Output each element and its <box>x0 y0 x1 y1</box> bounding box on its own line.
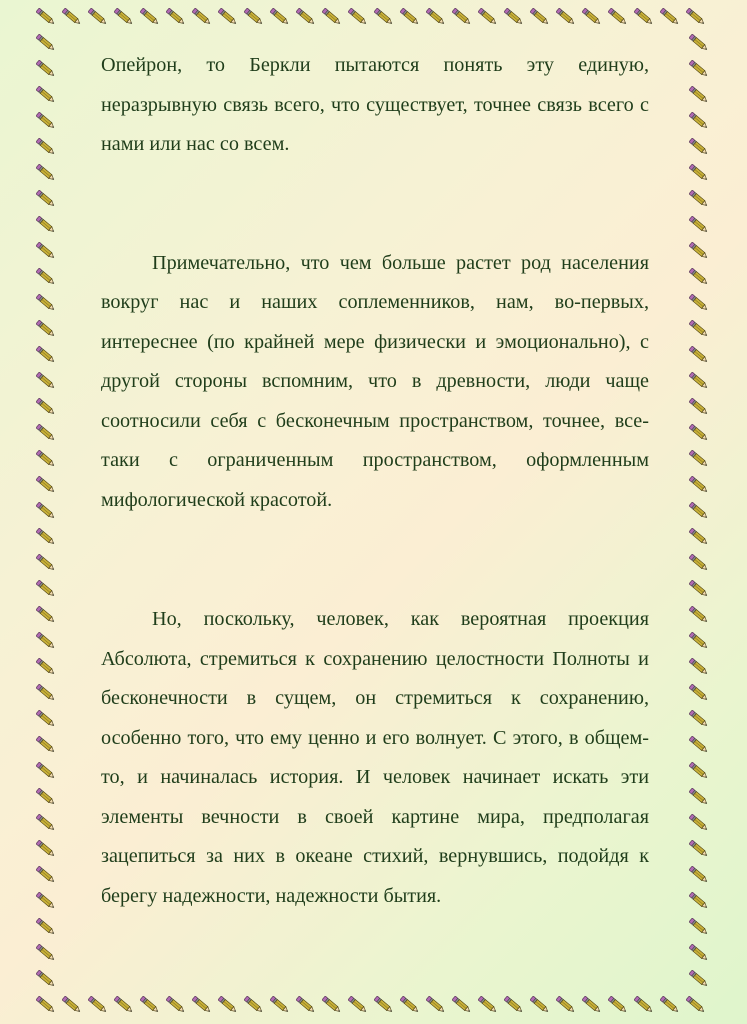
pencil-icon <box>112 994 136 1016</box>
pencil-icon <box>34 838 58 860</box>
pencil-icon <box>687 110 711 132</box>
pencil-icon <box>687 838 711 860</box>
pencil-icon <box>34 162 58 184</box>
pencil-icon <box>346 6 370 28</box>
pencil-icon <box>424 994 448 1016</box>
pencil-icon <box>687 604 711 626</box>
pencil-icon <box>372 994 396 1016</box>
document-body <box>101 46 649 916</box>
pencil-icon <box>687 214 711 236</box>
pencil-icon <box>190 994 214 1016</box>
pencil-icon <box>580 6 604 28</box>
paragraph-2: Примечательно, что чем больше растет род населения вокруг нас и наших соплеменников, нам, во-первых, интереснее (по крайней мере физически и эмоционально), с другой стороны вспомним, что в древности, люди чаще соотносили себя с бесконечным пространством, точнее, все-таки с ограниченным пространством, оформленным мифологической красотой. <box>101 251 649 511</box>
pencil-icon <box>687 734 711 756</box>
pencil-icon <box>687 84 711 106</box>
pencil-icon <box>687 578 711 600</box>
pencil-icon <box>34 292 58 314</box>
pencil-icon <box>658 994 682 1016</box>
pencil-icon <box>687 240 711 262</box>
pencil-icon <box>687 500 711 522</box>
pencil-icon <box>34 474 58 496</box>
pencil-icon <box>34 682 58 704</box>
pencil-icon <box>34 344 58 366</box>
pencil-icon <box>476 994 500 1016</box>
pencil-icon <box>658 6 682 28</box>
pencil-icon <box>687 318 711 340</box>
pencil-icon <box>476 6 500 28</box>
pencil-icon <box>34 110 58 132</box>
pencil-icon <box>34 240 58 262</box>
pencil-icon <box>450 994 474 1016</box>
pencil-icon <box>687 864 711 886</box>
pencil-icon <box>216 6 240 28</box>
pencil-icon <box>687 32 711 54</box>
pencil-icon <box>34 578 58 600</box>
pencil-icon <box>34 916 58 938</box>
pencil-icon <box>34 526 58 548</box>
pencil-icon <box>502 994 526 1016</box>
pencil-icon <box>34 6 58 28</box>
pencil-icon <box>687 162 711 184</box>
pencil-icon <box>450 6 474 28</box>
pencil-icon <box>687 58 711 80</box>
pencil-icon <box>632 994 656 1016</box>
pencil-icon <box>138 6 162 28</box>
pencil-icon <box>528 994 552 1016</box>
pencil-icon <box>86 6 110 28</box>
pencil-icon <box>687 526 711 548</box>
pencil-icon <box>687 890 711 912</box>
pencil-icon <box>398 994 422 1016</box>
pencil-icon <box>216 994 240 1016</box>
pencil-icon <box>687 188 711 210</box>
pencil-icon <box>34 266 58 288</box>
pencil-icon <box>320 994 344 1016</box>
pencil-icon <box>687 682 711 704</box>
pencil-icon <box>502 6 526 28</box>
pencil-icon <box>34 968 58 990</box>
paragraph-3: Но, поскольку, человек, как вероятная проекция Абсолюта, стремиться к сохранению целостности Полноты и бесконечности в сущем, он стремиться к сохранению, особенно того, что ему ценно и его волнует. С этого, в общем-то, и начиналась история. И человек начинает искать эти элементы вечности в своей картине мира, предполагая зацепиться за них в океане стихий, вернувшись, подойдя к берегу надежности, надежности бытия. <box>101 608 649 907</box>
pencil-icon <box>34 890 58 912</box>
pencil-icon <box>687 786 711 808</box>
pencil-icon <box>112 6 136 28</box>
pencil-icon <box>684 994 708 1016</box>
pencil-icon <box>242 6 266 28</box>
pencil-icon <box>34 188 58 210</box>
pencil-icon <box>687 656 711 678</box>
pencil-icon <box>34 942 58 964</box>
pencil-icon <box>580 994 604 1016</box>
pencil-icon <box>34 448 58 470</box>
paragraph-1: Опейрон, то Беркли пытаются понять эту единую, неразрывную связь всего, что существует, точнее связь всего с нами или нас со всем. <box>101 54 649 155</box>
pencil-icon <box>528 6 552 28</box>
pencil-icon <box>242 994 266 1016</box>
pencil-icon <box>60 994 84 1016</box>
pencil-icon <box>554 6 578 28</box>
pencil-icon <box>34 812 58 834</box>
pencil-icon <box>687 552 711 574</box>
pencil-icon <box>346 994 370 1016</box>
pencil-icon <box>34 318 58 340</box>
pencil-icon <box>687 136 711 158</box>
pencil-icon <box>687 708 711 730</box>
pencil-icon <box>687 474 711 496</box>
pencil-icon <box>687 812 711 834</box>
pencil-icon <box>268 6 292 28</box>
pencil-icon <box>372 6 396 28</box>
pencil-icon <box>34 734 58 756</box>
pencil-icon <box>398 6 422 28</box>
pencil-icon <box>86 994 110 1016</box>
pencil-icon <box>687 760 711 782</box>
pencil-icon <box>687 630 711 652</box>
pencil-icon <box>687 448 711 470</box>
pencil-icon <box>320 6 344 28</box>
pencil-icon <box>164 6 188 28</box>
pencil-icon <box>294 994 318 1016</box>
pencil-icon <box>34 500 58 522</box>
pencil-icon <box>294 6 318 28</box>
pencil-icon <box>684 6 708 28</box>
pencil-icon <box>687 916 711 938</box>
pencil-icon <box>34 58 58 80</box>
pencil-icon <box>268 994 292 1016</box>
pencil-icon <box>164 994 188 1016</box>
pencil-icon <box>34 708 58 730</box>
pencil-icon <box>687 266 711 288</box>
pencil-icon <box>424 6 448 28</box>
pencil-icon <box>34 32 58 54</box>
pencil-icon <box>687 942 711 964</box>
pencil-icon <box>34 604 58 626</box>
pencil-icon <box>34 630 58 652</box>
pencil-icon <box>138 994 162 1016</box>
paragraph-gap <box>101 520 649 600</box>
pencil-icon <box>606 994 630 1016</box>
pencil-icon <box>190 6 214 28</box>
pencil-icon <box>606 6 630 28</box>
pencil-icon <box>34 552 58 574</box>
pencil-icon <box>687 292 711 314</box>
pencil-icon <box>34 760 58 782</box>
pencil-icon <box>34 786 58 808</box>
pencil-icon <box>34 656 58 678</box>
pencil-icon <box>34 84 58 106</box>
pencil-icon <box>687 370 711 392</box>
pencil-icon <box>34 422 58 444</box>
pencil-icon <box>687 396 711 418</box>
pencil-icon <box>34 396 58 418</box>
pencil-icon <box>34 214 58 236</box>
pencil-icon <box>687 422 711 444</box>
pencil-icon <box>687 344 711 366</box>
pencil-icon <box>687 968 711 990</box>
pencil-icon <box>34 370 58 392</box>
pencil-icon <box>34 864 58 886</box>
paragraph-gap <box>101 165 649 244</box>
pencil-icon <box>60 6 84 28</box>
pencil-icon <box>632 6 656 28</box>
pencil-icon <box>34 136 58 158</box>
pencil-icon <box>34 994 58 1016</box>
pencil-icon <box>554 994 578 1016</box>
